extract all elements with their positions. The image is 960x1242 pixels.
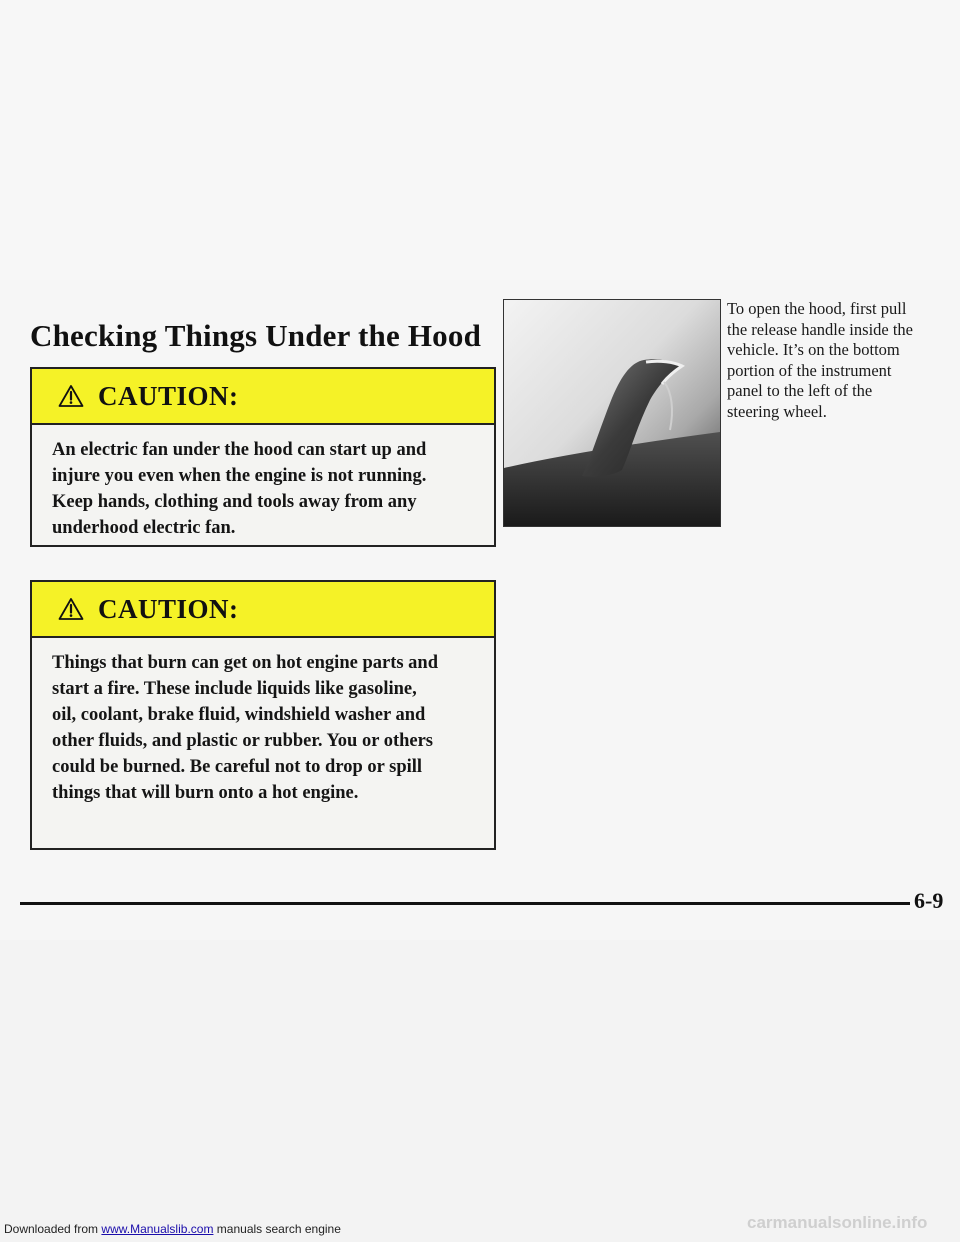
manualslib-link[interactable]: www.Manualslib.com: [101, 1222, 214, 1236]
hood-release-instructions: [727, 299, 952, 422]
page-number: 6-9: [914, 888, 944, 913]
caution-header: [32, 369, 494, 425]
caution-text-line: Things that burn can get on hot engine parts and: [52, 653, 439, 673]
instruction-line: vehicle. It’s on the bottom: [727, 340, 900, 359]
instruction-line: steering wheel.: [727, 401, 827, 421]
caution-text-line: could be burned. Be careful not to drop or spill: [52, 757, 423, 777]
instruction-line: panel to the left of the: [727, 381, 873, 400]
caution-label: CAUTION:: [98, 380, 239, 411]
instruction-line: To open the hood, first pull: [727, 299, 907, 318]
caution-text-line: things that will burn onto a hot engine.: [52, 783, 359, 803]
site-watermark: carmanualsonline.info: [747, 1213, 928, 1232]
hood-release-handle-illustration: [504, 300, 720, 526]
caution-text-line: other fluids, and plastic or rubber. You or others: [52, 731, 434, 751]
hood-release-handle-photo: [503, 299, 721, 527]
instruction-line: portion of the instrument: [727, 360, 892, 380]
caution-text: [32, 638, 494, 806]
watermark-prefix: Downloaded from: [4, 1222, 99, 1236]
caution-label: CAUTION:: [98, 593, 239, 624]
caution-text-line: Keep hands, clothing and tools away from any: [52, 492, 417, 512]
top-margin: [0, 0, 960, 280]
caution-text: [32, 425, 494, 541]
caution-text-line: oil, coolant, brake fluid, windshield washer and: [52, 705, 426, 725]
caution-text-line: injure you even when the engine is not running.: [52, 466, 427, 486]
caution-text-line: start a fire. These include liquids like gasoline,: [52, 679, 417, 699]
caution-header: [32, 582, 494, 638]
download-watermark: [4, 1222, 341, 1236]
caution-text-line: An electric fan under the hood can start up and: [52, 440, 427, 460]
instruction-line: the release handle inside the: [727, 319, 914, 339]
caution-box-fan: [30, 367, 496, 547]
warning-triangle-icon: [58, 597, 84, 621]
caution-text-line: underhood electric fan.: [52, 518, 236, 538]
page-title: Checking Things Under the Hood: [30, 318, 482, 353]
caution-box-burn: [30, 580, 496, 850]
watermark-suffix: manuals search engine: [216, 1222, 341, 1236]
bottom-margin: [0, 940, 960, 1242]
footer-rule: [20, 902, 910, 905]
warning-triangle-icon: [58, 384, 84, 408]
